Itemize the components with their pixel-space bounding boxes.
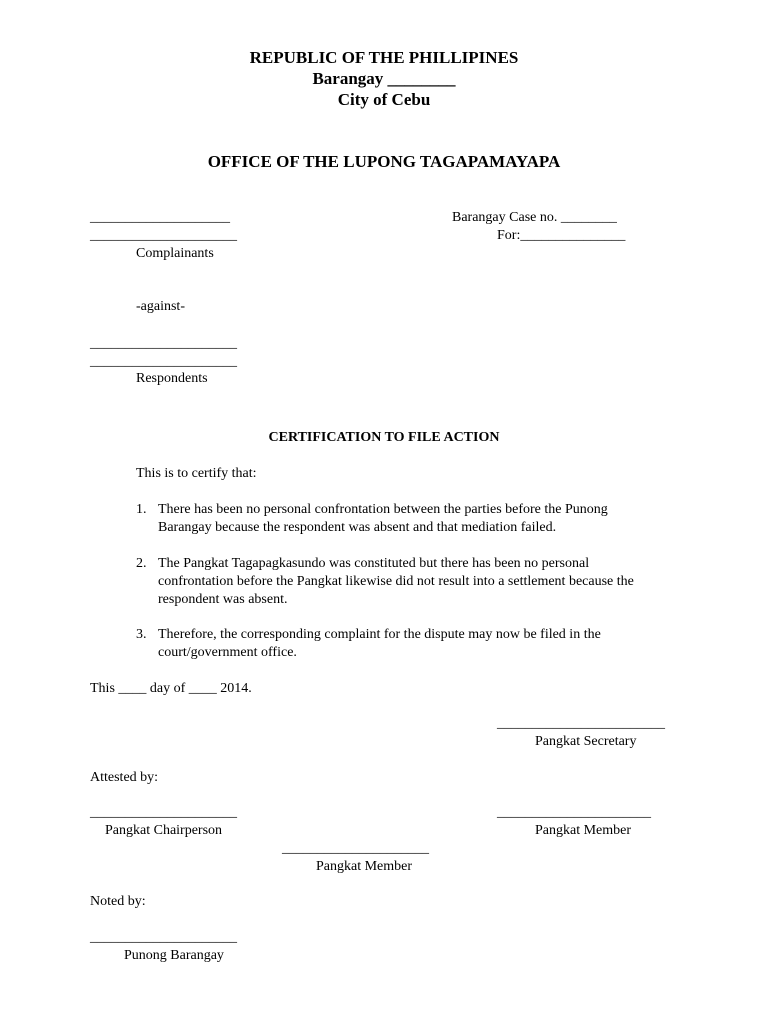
certification-title: CERTIFICATION TO FILE ACTION <box>268 430 500 445</box>
date-line: This ____ day of ____ 2014. <box>90 681 252 696</box>
header-city: City of Cebu <box>337 90 431 109</box>
chair-signature-line: _____________________ <box>90 805 237 820</box>
member-2-label: Pangkat Member <box>316 859 413 874</box>
punong-signature-line: _____________________ <box>90 930 237 945</box>
item-1-line-2: Barangay because the respondent was absent and that mediation failed. <box>158 520 557 535</box>
secretary-label: Pangkat Secretary <box>535 734 637 749</box>
member-1-signature-line: ______________________ <box>497 805 651 820</box>
noted-by: Noted by: <box>90 894 146 909</box>
respondent-blank-2: _____________________ <box>90 354 237 369</box>
attested-by: Attested by: <box>90 770 159 785</box>
complainants-label: Complainants <box>136 246 214 261</box>
item-2-number: 2. <box>136 556 147 571</box>
item-2-line-1: The Pangkat Tagapagkasundo was constituted but there has been no personal <box>158 556 590 571</box>
certify-intro: This is to certify that: <box>136 466 257 481</box>
office-title: OFFICE OF THE LUPONG TAGAPAMAYAPA <box>207 152 561 171</box>
member-1-label: Pangkat Member <box>535 823 632 838</box>
header-republic: REPUBLIC OF THE PHILLIPINES <box>249 48 519 67</box>
punong-label: Punong Barangay <box>124 948 224 963</box>
member-2-signature-line: _____________________ <box>282 841 429 856</box>
item-2-line-3: respondent was absent. <box>158 592 288 607</box>
item-1-number: 1. <box>136 502 147 517</box>
complainant-blank-1: ____________________ <box>90 210 230 225</box>
respondent-blank-1: _____________________ <box>90 336 237 351</box>
item-3-line-2: court/government office. <box>158 645 297 660</box>
barangay-case-no: Barangay Case no. ________ <box>452 210 617 225</box>
against-label: -against- <box>136 299 185 314</box>
item-2-line-2: confrontation before the Pangkat likewise did not result into a settlement because the <box>158 574 634 589</box>
secretary-signature-line: ________________________ <box>497 716 665 731</box>
header-barangay: Barangay ________ <box>312 69 456 88</box>
case-for-line: For:_______________ <box>497 228 626 243</box>
complainant-blank-2: _____________________ <box>90 228 237 243</box>
item-1-line-1: There has been no personal confrontation between the parties before the Punong <box>158 502 608 517</box>
item-3-line-1: Therefore, the corresponding complaint for the dispute may now be filed in the <box>158 627 601 642</box>
respondents-label: Respondents <box>136 371 208 386</box>
item-3-number: 3. <box>136 627 147 642</box>
chair-label: Pangkat Chairperson <box>105 823 223 838</box>
